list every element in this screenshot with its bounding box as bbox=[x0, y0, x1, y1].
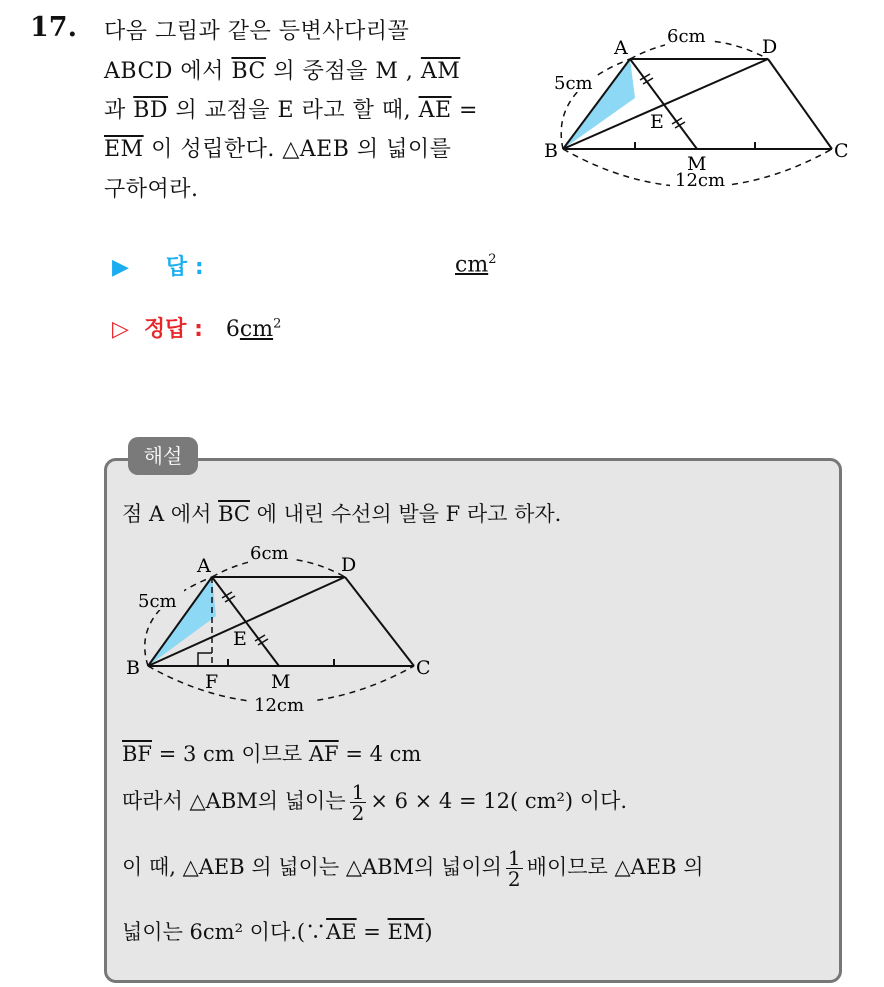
answer-row bbox=[112, 250, 204, 281]
label-a: A bbox=[614, 37, 628, 59]
s1-text-a: 점 A 에서 bbox=[122, 502, 219, 526]
sol-edge-dc bbox=[345, 577, 414, 666]
s4-frac-num: 1 bbox=[507, 846, 521, 870]
sol-label-f: F bbox=[205, 671, 219, 693]
s3-frac-den: 2 bbox=[351, 801, 365, 825]
s4-text-b: 배이므로 △AEB 의 bbox=[526, 855, 704, 879]
s5-seg-em: $\overline{EM}$ bbox=[387, 920, 425, 944]
question-line-3 bbox=[104, 93, 478, 124]
question-line-1: 다음 그림과 같은 등변사다리꼴 bbox=[104, 19, 410, 44]
label-side-length: 5cm bbox=[554, 73, 593, 94]
key-unit: cm bbox=[239, 317, 274, 342]
solution-figure bbox=[120, 540, 440, 720]
key-unit-sup: 2 bbox=[273, 316, 282, 332]
question-line-2 bbox=[104, 54, 460, 85]
label-e: E bbox=[650, 111, 664, 133]
key-label: 정답 : bbox=[143, 317, 203, 342]
s2-seg-bf: $\overline{BF}$ bbox=[122, 742, 153, 766]
trapezoid-figure bbox=[530, 20, 870, 200]
answer-marker-icon: ▶ bbox=[112, 255, 129, 280]
answer-label: 답 : bbox=[165, 255, 204, 280]
answer-unit-sup: 2 bbox=[488, 252, 497, 267]
s2-text-a: = 3 cm 이므로 bbox=[152, 742, 309, 766]
s3-frac-num: 1 bbox=[351, 780, 365, 804]
solution-line-5 bbox=[122, 916, 433, 946]
sol-label-m: M bbox=[271, 671, 291, 693]
question-line-4 bbox=[104, 132, 451, 163]
key-value: 6 bbox=[225, 317, 240, 342]
q3-seg-bd: $\overline{BD}$ bbox=[133, 98, 169, 123]
s5-close: ) bbox=[424, 920, 433, 944]
solution-line-4 bbox=[122, 848, 704, 889]
s4-text-a: 이 때, △AEB 의 넓이는 △ABM의 넓이의 bbox=[122, 855, 502, 879]
q3-seg-ae: $\overline{AE}$ bbox=[418, 98, 452, 123]
question-line-5: 구하여라. bbox=[104, 177, 199, 202]
label-d: D bbox=[762, 36, 778, 58]
s3-text-b: × 6 × 4 = 12( cm²) 이다. bbox=[370, 789, 628, 813]
sol-label-c: C bbox=[416, 657, 431, 679]
sol-label-b: B bbox=[126, 657, 140, 679]
s4-fraction bbox=[506, 848, 523, 889]
q4-text: 이 성립한다. △AEB 의 넓이를 bbox=[143, 137, 452, 162]
label-bottom-length: 12cm bbox=[675, 170, 726, 191]
key-marker-icon: ▷ bbox=[112, 317, 129, 342]
s1-seg-bc: $\overline{BC}$ bbox=[218, 502, 250, 526]
solution-line-2 bbox=[122, 738, 421, 768]
q3-text-a: 과 bbox=[104, 98, 134, 123]
s4-frac-den: 2 bbox=[507, 867, 521, 891]
edge-dc bbox=[768, 59, 832, 149]
sol-right-angle-mark bbox=[198, 653, 212, 666]
solution-line-1 bbox=[122, 498, 561, 528]
q2-seg-bc: $\overline{BC}$ bbox=[231, 59, 266, 84]
sol-label-e: E bbox=[233, 628, 247, 650]
question-number: 17. bbox=[30, 12, 77, 43]
label-b: B bbox=[544, 140, 558, 162]
s2-text-b: = 4 cm bbox=[338, 742, 422, 766]
solution-box bbox=[104, 458, 842, 983]
s5-text-a: 넓이는 6cm² 이다.(∵ bbox=[122, 920, 327, 944]
sol-label-a: A bbox=[197, 555, 211, 577]
label-c: C bbox=[834, 140, 849, 162]
sol-label-top-length: 6cm bbox=[250, 543, 289, 564]
q3-eq: = bbox=[451, 98, 478, 123]
s1-text-b: 에 내린 수선의 발을 F 라고 하자. bbox=[249, 502, 562, 526]
sol-label-d: D bbox=[341, 554, 357, 576]
s5-eq: = bbox=[356, 920, 388, 944]
label-m: M bbox=[687, 153, 707, 175]
label-top-length: 6cm bbox=[667, 26, 706, 47]
q2-seg-am: $\overline{AM}$ bbox=[420, 59, 461, 84]
q2-text-a: ABCD 에서 bbox=[104, 59, 232, 84]
key-row bbox=[112, 312, 281, 343]
q3-text-b: 의 교점을 E 라고 할 때, bbox=[168, 98, 419, 123]
s3-text-a: 따라서 △ABM의 넓이는 bbox=[122, 789, 346, 813]
solution-line-3 bbox=[122, 782, 627, 823]
solution-tag: 해설 bbox=[128, 437, 198, 475]
q2-text-b: 의 중점을 M , bbox=[265, 59, 414, 84]
s5-seg-ae: $\overline{AE}$ bbox=[326, 920, 357, 944]
answer-unit: cm bbox=[455, 252, 489, 278]
q4-seg-em: $\overline{EM}$ bbox=[104, 137, 144, 162]
sol-label-side-length: 5cm bbox=[138, 591, 177, 612]
sol-label-bottom-length: 12cm bbox=[254, 695, 305, 716]
answer-blank-unit[interactable] bbox=[455, 252, 496, 277]
s3-fraction bbox=[350, 782, 367, 823]
s2-seg-af: $\overline{AF}$ bbox=[308, 742, 339, 766]
